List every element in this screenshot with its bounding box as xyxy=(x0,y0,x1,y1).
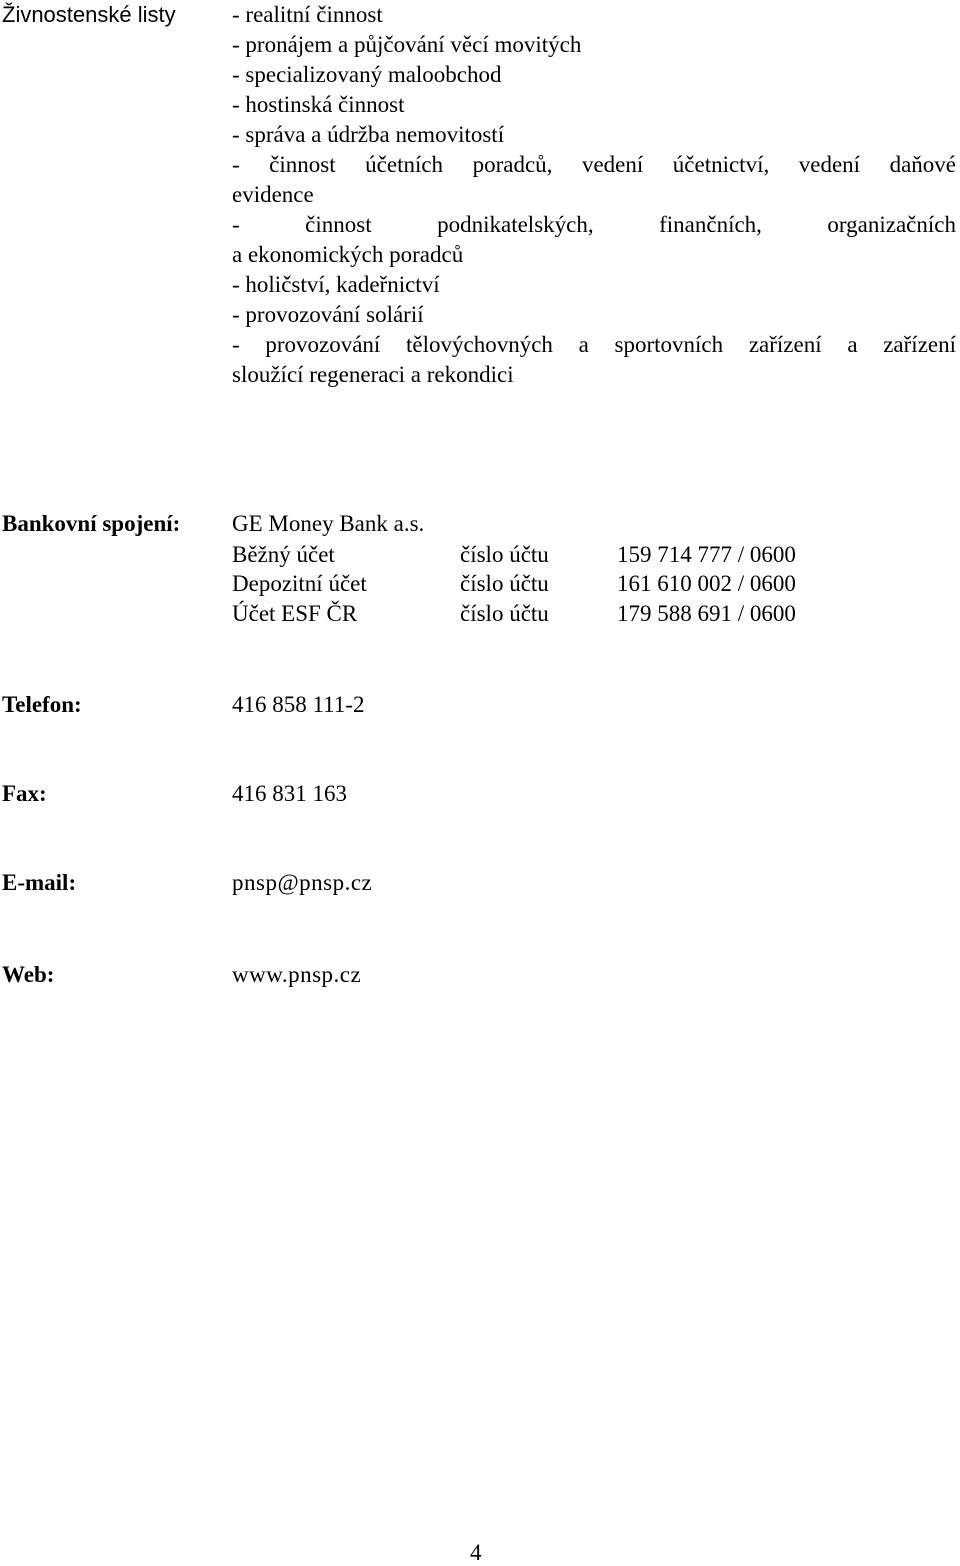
activity-item: - holičství, kadeřnictví xyxy=(232,272,440,297)
account-row xyxy=(232,571,932,601)
email-label: E-mail: xyxy=(2,870,77,895)
account-number-label: číslo účtu xyxy=(460,571,549,596)
account-row xyxy=(232,601,932,631)
phone-label: Telefon: xyxy=(2,692,82,717)
activity-item: evidence xyxy=(232,182,314,207)
account-number: 161 610 002 / 0600 xyxy=(617,571,796,596)
trade-licenses-label: Živnostenské listy xyxy=(2,2,176,27)
activity-item: sloužící regeneraci a rekondici xyxy=(232,362,514,387)
fax-label: Fax: xyxy=(2,781,47,806)
activity-item: - provozování tělovýchovných a sportovních zařízení a zařízení xyxy=(232,332,956,357)
account-number-label: číslo účtu xyxy=(460,542,549,567)
page-number: 4 xyxy=(470,1540,482,1565)
account-row xyxy=(232,542,932,572)
web-label: Web: xyxy=(2,962,55,987)
phone-value: 416 858 111-2 xyxy=(232,692,365,717)
activity-item: - hostinská činnost xyxy=(232,92,405,117)
bank-label: Bankovní spojení: xyxy=(2,511,181,536)
fax-value: 416 831 163 xyxy=(232,781,347,806)
activity-item: - realitní činnost xyxy=(232,2,383,27)
account-name: Depozitní účet xyxy=(232,571,367,596)
activity-item: a ekonomických poradců xyxy=(232,242,464,267)
account-number-label: číslo účtu xyxy=(460,601,549,626)
bank-name: GE Money Bank a.s. xyxy=(232,511,425,536)
activity-item: - činnost účetních poradců, vedení účetnictví, vedení daňové xyxy=(232,152,956,177)
account-number: 159 714 777 / 0600 xyxy=(617,542,796,567)
activity-item: - správa a údržba nemovitostí xyxy=(232,122,505,147)
account-name: Běžný účet xyxy=(232,542,335,567)
account-number: 179 588 691 / 0600 xyxy=(617,601,796,626)
activity-list xyxy=(232,0,956,390)
email-link[interactable]: pnsp@pnsp.cz xyxy=(232,870,373,895)
activity-item: - pronájem a půjčování věcí movitých xyxy=(232,32,582,57)
account-name: Účet ESF ČR xyxy=(232,601,358,626)
activity-item: - specializovaný maloobchod xyxy=(232,62,502,87)
activity-item: - činnost podnikatelských, finančních, organizačních xyxy=(232,212,956,237)
activity-item: - provozování solárií xyxy=(232,302,424,327)
web-link[interactable]: www.pnsp.cz xyxy=(232,962,362,987)
